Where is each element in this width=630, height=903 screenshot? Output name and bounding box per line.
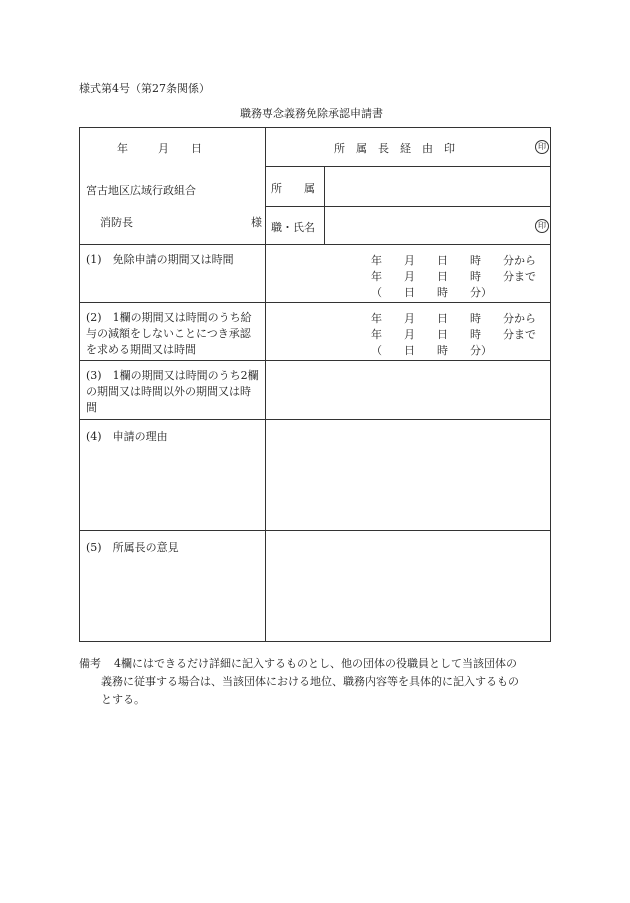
organization-name: 宮古地区広域行政組合 xyxy=(86,184,196,197)
position-name-label: 職・氏名 xyxy=(271,221,315,234)
affiliation-label: 所 属 xyxy=(271,182,315,195)
item-1-from: 年 月 日 時 分から xyxy=(371,254,536,267)
item-2-duration: （ 日 時 分） xyxy=(371,344,492,357)
item-2-from: 年 月 日 時 分から xyxy=(371,312,536,325)
seal-icon: 印 xyxy=(535,140,549,154)
remarks-heading: 備考 xyxy=(79,657,101,670)
item-1-duration: （ 日 時 分） xyxy=(371,286,492,299)
remarks-line-2: 義務に従事する場合は、当該団体における地位、職務内容等を具体的に記入するもの xyxy=(101,675,519,688)
item-3-label: (3) 1欄の期間又は時間のうち2欄の期間又は時間以外の期間又は時間 xyxy=(86,369,259,414)
remarks-line-3: とする。 xyxy=(101,693,145,706)
item-5-label: (5) 所属長の意見 xyxy=(86,541,179,554)
date-month: 月 xyxy=(158,142,169,155)
seal-icon: 印 xyxy=(535,219,549,233)
recipient-title: 消防長 xyxy=(100,216,133,229)
item-1-label: (1) 免除申請の期間又は時間 xyxy=(86,253,234,266)
form-title: 職務専念義務免除承認申請書 xyxy=(240,107,383,120)
item-2-to: 年 月 日 時 分まで xyxy=(371,328,536,341)
item-2-label: (2) 1欄の期間又は時間のうち給与の減額をしないことにつき承認を求める期間又は時間 xyxy=(86,311,252,356)
item-1-to: 年 月 日 時 分まで xyxy=(371,270,536,283)
date-day: 日 xyxy=(191,142,202,155)
supervisor-via-seal-label: 所 属 長 経 由 印 xyxy=(334,142,455,155)
date-year: 年 xyxy=(117,142,128,155)
form-number: 様式第4号（第27条関係） xyxy=(79,82,210,95)
remarks-line-1: 4欄にはできるだけ詳細に記入するものとし、他の団体の役職員として当該団体の xyxy=(114,657,517,670)
item-4-label: (4) 申請の理由 xyxy=(86,430,168,443)
honorific: 様 xyxy=(251,216,262,229)
application-form-table xyxy=(79,127,551,642)
